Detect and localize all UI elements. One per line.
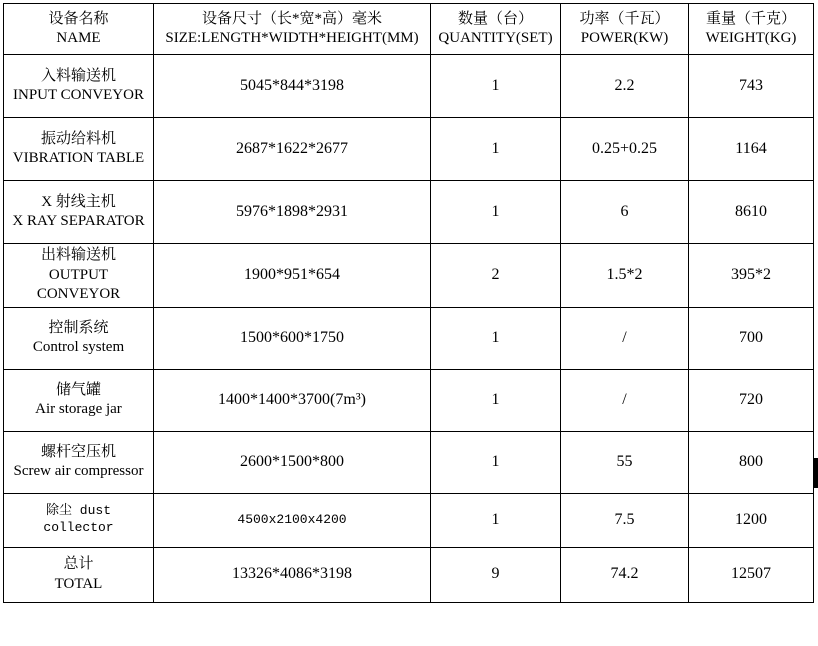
cell-name-cn: X 射线主机: [41, 193, 116, 210]
cell-name-cn: 控制系统: [48, 319, 109, 336]
cell-power: /: [561, 369, 689, 431]
table-row: [4, 55, 814, 118]
cell-quantity: 1: [431, 431, 561, 493]
cell-quantity: 1: [431, 493, 561, 547]
cell-power: 2.2: [561, 55, 689, 118]
cell-size: 2600*1500*800: [154, 431, 431, 493]
cell-name-en: TOTAL: [54, 575, 103, 592]
column-header-power-en: POWER(KW): [580, 30, 669, 46]
cell-power: /: [561, 307, 689, 369]
cell-name-en: VIBRATION TABLE: [12, 150, 145, 166]
column-header-quantity-cn: 数量（台）: [457, 10, 533, 27]
equipment-spec-table: [3, 3, 814, 603]
table-row: [4, 369, 814, 431]
cell-weight: 800: [689, 431, 814, 493]
cell-size: 2687*1622*2677: [154, 118, 431, 181]
column-header-quantity: [431, 4, 561, 55]
table-row: [4, 181, 814, 244]
table-row: [4, 118, 814, 181]
cell-name-cn: 振动给料机: [40, 130, 116, 147]
cell-name: [4, 118, 154, 181]
cell-quantity: 2: [431, 244, 561, 308]
table-row: [4, 307, 814, 369]
cell-weight: 700: [689, 307, 814, 369]
cell-name-cn: 储气罐: [55, 381, 101, 398]
cell-name-cn: 入料输送机: [40, 67, 116, 84]
cell-size: 13326*4086*3198: [154, 547, 431, 602]
cell-name-en: Air storage jar: [35, 401, 122, 417]
cell-name-en: Control system: [32, 339, 125, 355]
cell-quantity: 1: [431, 307, 561, 369]
column-header-size-en: SIZE:LENGTH*WIDTH*HEIGHT(MM): [165, 30, 419, 46]
spec-sheet: [0, 3, 818, 646]
cell-name-en: INPUT CONVEYOR: [13, 87, 144, 103]
cell-name-en: collector: [43, 520, 114, 535]
cell-size: 1400*1400*3700(7m³): [154, 369, 431, 431]
cell-name: [4, 55, 154, 118]
cell-size: 5976*1898*2931: [154, 181, 431, 244]
cell-name: [4, 369, 154, 431]
cell-name-cn: 总计: [63, 556, 94, 572]
cell-name: [4, 244, 154, 308]
column-header-power-cn: 功率（千瓦）: [579, 10, 670, 27]
table-row: [4, 493, 814, 547]
cell-weight: 1200: [689, 493, 814, 547]
column-header-weight: [689, 4, 814, 55]
cell-quantity: 9: [431, 547, 561, 602]
column-header-weight-en: WEIGHT(KG): [705, 30, 797, 46]
column-header-name-en: NAME: [56, 30, 101, 46]
cell-name-cn: 螺杆空压机: [40, 443, 116, 460]
cell-power: 55: [561, 431, 689, 493]
cell-weight: 720: [689, 369, 814, 431]
cell-name: [4, 307, 154, 369]
column-header-name: [4, 4, 154, 55]
cell-weight: 395*2: [689, 244, 814, 308]
cell-weight: 1164: [689, 118, 814, 181]
cell-size: 1900*951*654: [154, 244, 431, 308]
cell-power: 6: [561, 181, 689, 244]
column-header-power: [561, 4, 689, 55]
table-row: [4, 244, 814, 308]
cell-weight: 743: [689, 55, 814, 118]
cell-name: [4, 493, 154, 547]
cell-name: [4, 431, 154, 493]
cell-name-en: X RAY SEPARATOR: [12, 213, 145, 229]
column-header-quantity-en: QUANTITY(SET): [438, 30, 553, 46]
cell-size: 5045*844*3198: [154, 55, 431, 118]
cell-name-en: Screw air compressor: [13, 463, 144, 479]
cell-power: 0.25+0.25: [561, 118, 689, 181]
cell-name-cn: 除尘 dust: [45, 503, 111, 519]
cell-power: 7.5: [561, 493, 689, 547]
cell-name-en: OUTPUT CONVEYOR: [36, 266, 121, 302]
cell-name-cn: 出料输送机: [40, 247, 116, 263]
column-header-name-cn: 设备名称: [48, 10, 109, 27]
cell-name: [4, 547, 154, 602]
cell-weight: 12507: [689, 547, 814, 602]
cell-name: [4, 181, 154, 244]
table-header-row: [4, 4, 814, 55]
column-header-size: [154, 4, 431, 55]
column-header-weight-cn: 重量（千克）: [705, 10, 796, 27]
cell-size: 1500*600*1750: [154, 307, 431, 369]
page-edge-mark: [813, 458, 818, 488]
cell-power: 1.5*2: [561, 244, 689, 308]
cell-size: 4500x2100x4200: [154, 493, 431, 547]
cell-quantity: 1: [431, 55, 561, 118]
cell-quantity: 1: [431, 181, 561, 244]
cell-quantity: 1: [431, 118, 561, 181]
column-header-size-cn: 设备尺寸（长*宽*高）毫米: [201, 10, 382, 27]
table-row-total: [4, 547, 814, 602]
table-row: [4, 431, 814, 493]
cell-weight: 8610: [689, 181, 814, 244]
cell-power: 74.2: [561, 547, 689, 602]
cell-quantity: 1: [431, 369, 561, 431]
